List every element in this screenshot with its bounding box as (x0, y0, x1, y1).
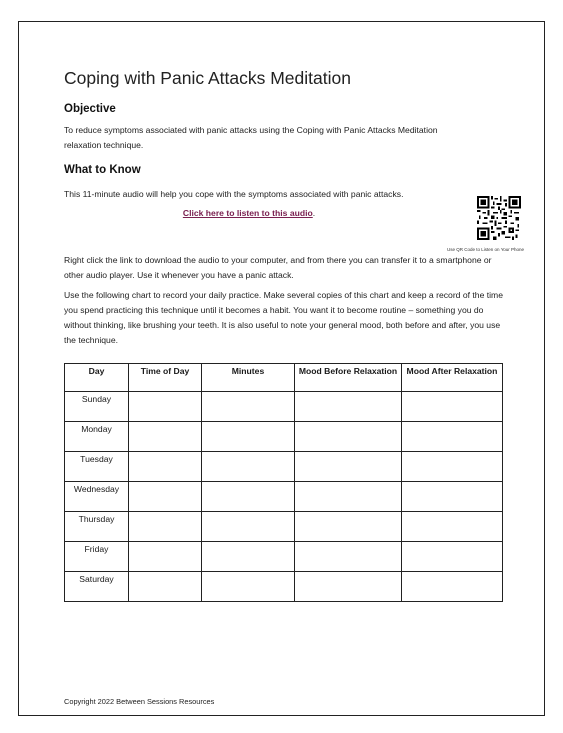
minutes-cell[interactable] (202, 422, 295, 452)
table-row (65, 542, 503, 572)
minutes-cell[interactable] (202, 452, 295, 482)
column-header-minutes: Minutes (202, 364, 295, 392)
mood-before-cell[interactable] (295, 542, 402, 572)
time-of-day-cell[interactable] (129, 512, 202, 542)
time-of-day-cell[interactable] (129, 542, 202, 572)
mood-before-cell[interactable] (295, 482, 402, 512)
table-header-row (65, 364, 503, 392)
audio-intro-text: This 11-minute audio will help you cope with the symptoms associated with panic attacks. (64, 189, 404, 199)
table-row (65, 512, 503, 542)
mood-before-cell[interactable] (295, 422, 402, 452)
day-cell: Tuesday (65, 452, 129, 482)
table-row (65, 572, 503, 602)
mood-after-cell[interactable] (402, 392, 503, 422)
time-of-day-cell[interactable] (129, 482, 202, 512)
qr-code-icon[interactable] (477, 196, 521, 240)
mood-before-cell[interactable] (295, 512, 402, 542)
mood-after-cell[interactable] (402, 572, 503, 602)
audio-link-period: . (312, 208, 316, 218)
day-cell: Monday (65, 422, 129, 452)
mood-after-cell[interactable] (402, 512, 503, 542)
mood-after-cell[interactable] (402, 452, 503, 482)
practice-chart-table (64, 363, 503, 602)
document-page (18, 21, 545, 716)
time-of-day-cell[interactable] (129, 572, 202, 602)
qr-caption: Use QR Code to Listen on Your Phone (447, 247, 525, 252)
mood-before-cell[interactable] (295, 392, 402, 422)
what-to-know-heading: What to Know (64, 164, 141, 176)
column-header-time-of-day: Time of Day (129, 364, 202, 392)
day-cell: Friday (65, 542, 129, 572)
chart-intro-text: Use the following chart to record your daily practice. Make several copies of this chart and keep a record of the time you spend practicing this technique until it becomes a habit. You want it to become routine – something you do without thinking, like brushing your teeth. It is also useful to note your general mood, both before and after, you use the technique. (64, 290, 503, 345)
minutes-cell[interactable] (202, 572, 295, 602)
minutes-cell[interactable] (202, 482, 295, 512)
day-cell: Thursday (65, 512, 129, 542)
download-text: Right click the link to download the audio to your computer, and from there you can transfer it to a smartphone or other audio player. Use it whenever you have a panic attack. (64, 255, 492, 280)
minutes-cell[interactable] (202, 512, 295, 542)
table-row (65, 482, 503, 512)
audio-link[interactable]: Click here to listen to this audio (182, 208, 313, 218)
minutes-cell[interactable] (202, 542, 295, 572)
table-row (65, 452, 503, 482)
day-cell: Wednesday (65, 482, 129, 512)
copyright-footer: Copyright 2022 Between Sessions Resources (64, 697, 215, 706)
table-row (65, 422, 503, 452)
mood-after-cell[interactable] (402, 482, 503, 512)
objective-heading: Objective (64, 103, 116, 115)
column-header-day: Day (65, 364, 129, 392)
day-cell: Saturday (65, 572, 129, 602)
column-header-mood-before: Mood Before Relaxation (295, 364, 402, 392)
table-row (65, 392, 503, 422)
mood-after-cell[interactable] (402, 542, 503, 572)
time-of-day-cell[interactable] (129, 422, 202, 452)
page-title: Coping with Panic Attacks Meditation (64, 68, 351, 88)
column-header-mood-after: Mood After Relaxation (402, 364, 503, 392)
time-of-day-cell[interactable] (129, 392, 202, 422)
audio-link-line (64, 208, 434, 218)
minutes-cell[interactable] (202, 392, 295, 422)
mood-before-cell[interactable] (295, 452, 402, 482)
mood-before-cell[interactable] (295, 572, 402, 602)
mood-after-cell[interactable] (402, 422, 503, 452)
day-cell: Sunday (65, 392, 129, 422)
time-of-day-cell[interactable] (129, 452, 202, 482)
objective-text: To reduce symptoms associated with panic attacks using the Coping with Panic Attacks Meditation relaxation technique. (64, 125, 438, 150)
